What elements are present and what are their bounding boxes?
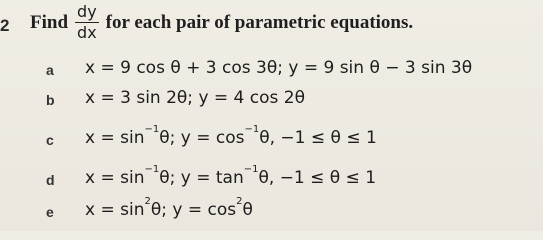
equation-superscript: −1 (144, 124, 160, 135)
equation-text: θ; y = cos (150, 200, 237, 220)
question-instruction (30, 4, 413, 41)
part-letter: b (46, 92, 55, 108)
equation-text: θ; y = cos (159, 128, 245, 148)
equation-text: x = sin (85, 168, 145, 188)
equation-text: x = sin (85, 200, 145, 220)
instruction-prefix: Find (30, 11, 69, 33)
part-d (0, 164, 543, 198)
part-equation (85, 124, 377, 148)
equation-superscript: −1 (244, 124, 260, 135)
derivative-denominator: dx (77, 23, 97, 43)
equation-text: θ, −1 ≤ θ ≤ 1 (258, 168, 377, 188)
part-letter: c (46, 132, 54, 148)
part-letter: d (46, 172, 55, 188)
part-equation (85, 196, 253, 220)
equation-superscript: −1 (144, 164, 160, 175)
equation-text: θ; y = tan (159, 168, 244, 188)
equation-superscript: −1 (243, 164, 259, 175)
part-equation (85, 58, 472, 78)
equation-text: x = 3 sin 2θ; y = 4 cos 2θ (85, 88, 305, 108)
part-letter: a (46, 62, 54, 78)
part-equation (85, 88, 305, 108)
part-b (0, 88, 543, 118)
part-e (0, 196, 543, 230)
part-c (0, 124, 543, 158)
equation-superscript: 2 (144, 196, 151, 207)
equation-text: θ, −1 ≤ θ ≤ 1 (259, 128, 377, 148)
equation-superscript: 2 (236, 196, 243, 207)
equation-text: θ (242, 200, 253, 220)
question-number: 2 (0, 16, 10, 35)
derivative-numerator: dy (77, 2, 97, 21)
derivative-fraction (75, 4, 99, 41)
instruction-suffix: for each pair of parametric equations. (105, 11, 414, 33)
part-equation (85, 164, 377, 188)
equation-text: x = 9 cos θ + 3 cos 3θ; y = 9 sin θ − 3 sin 3θ (85, 58, 473, 78)
equation-text: x = sin (85, 128, 145, 148)
part-a (0, 58, 543, 88)
part-letter: e (46, 204, 54, 220)
